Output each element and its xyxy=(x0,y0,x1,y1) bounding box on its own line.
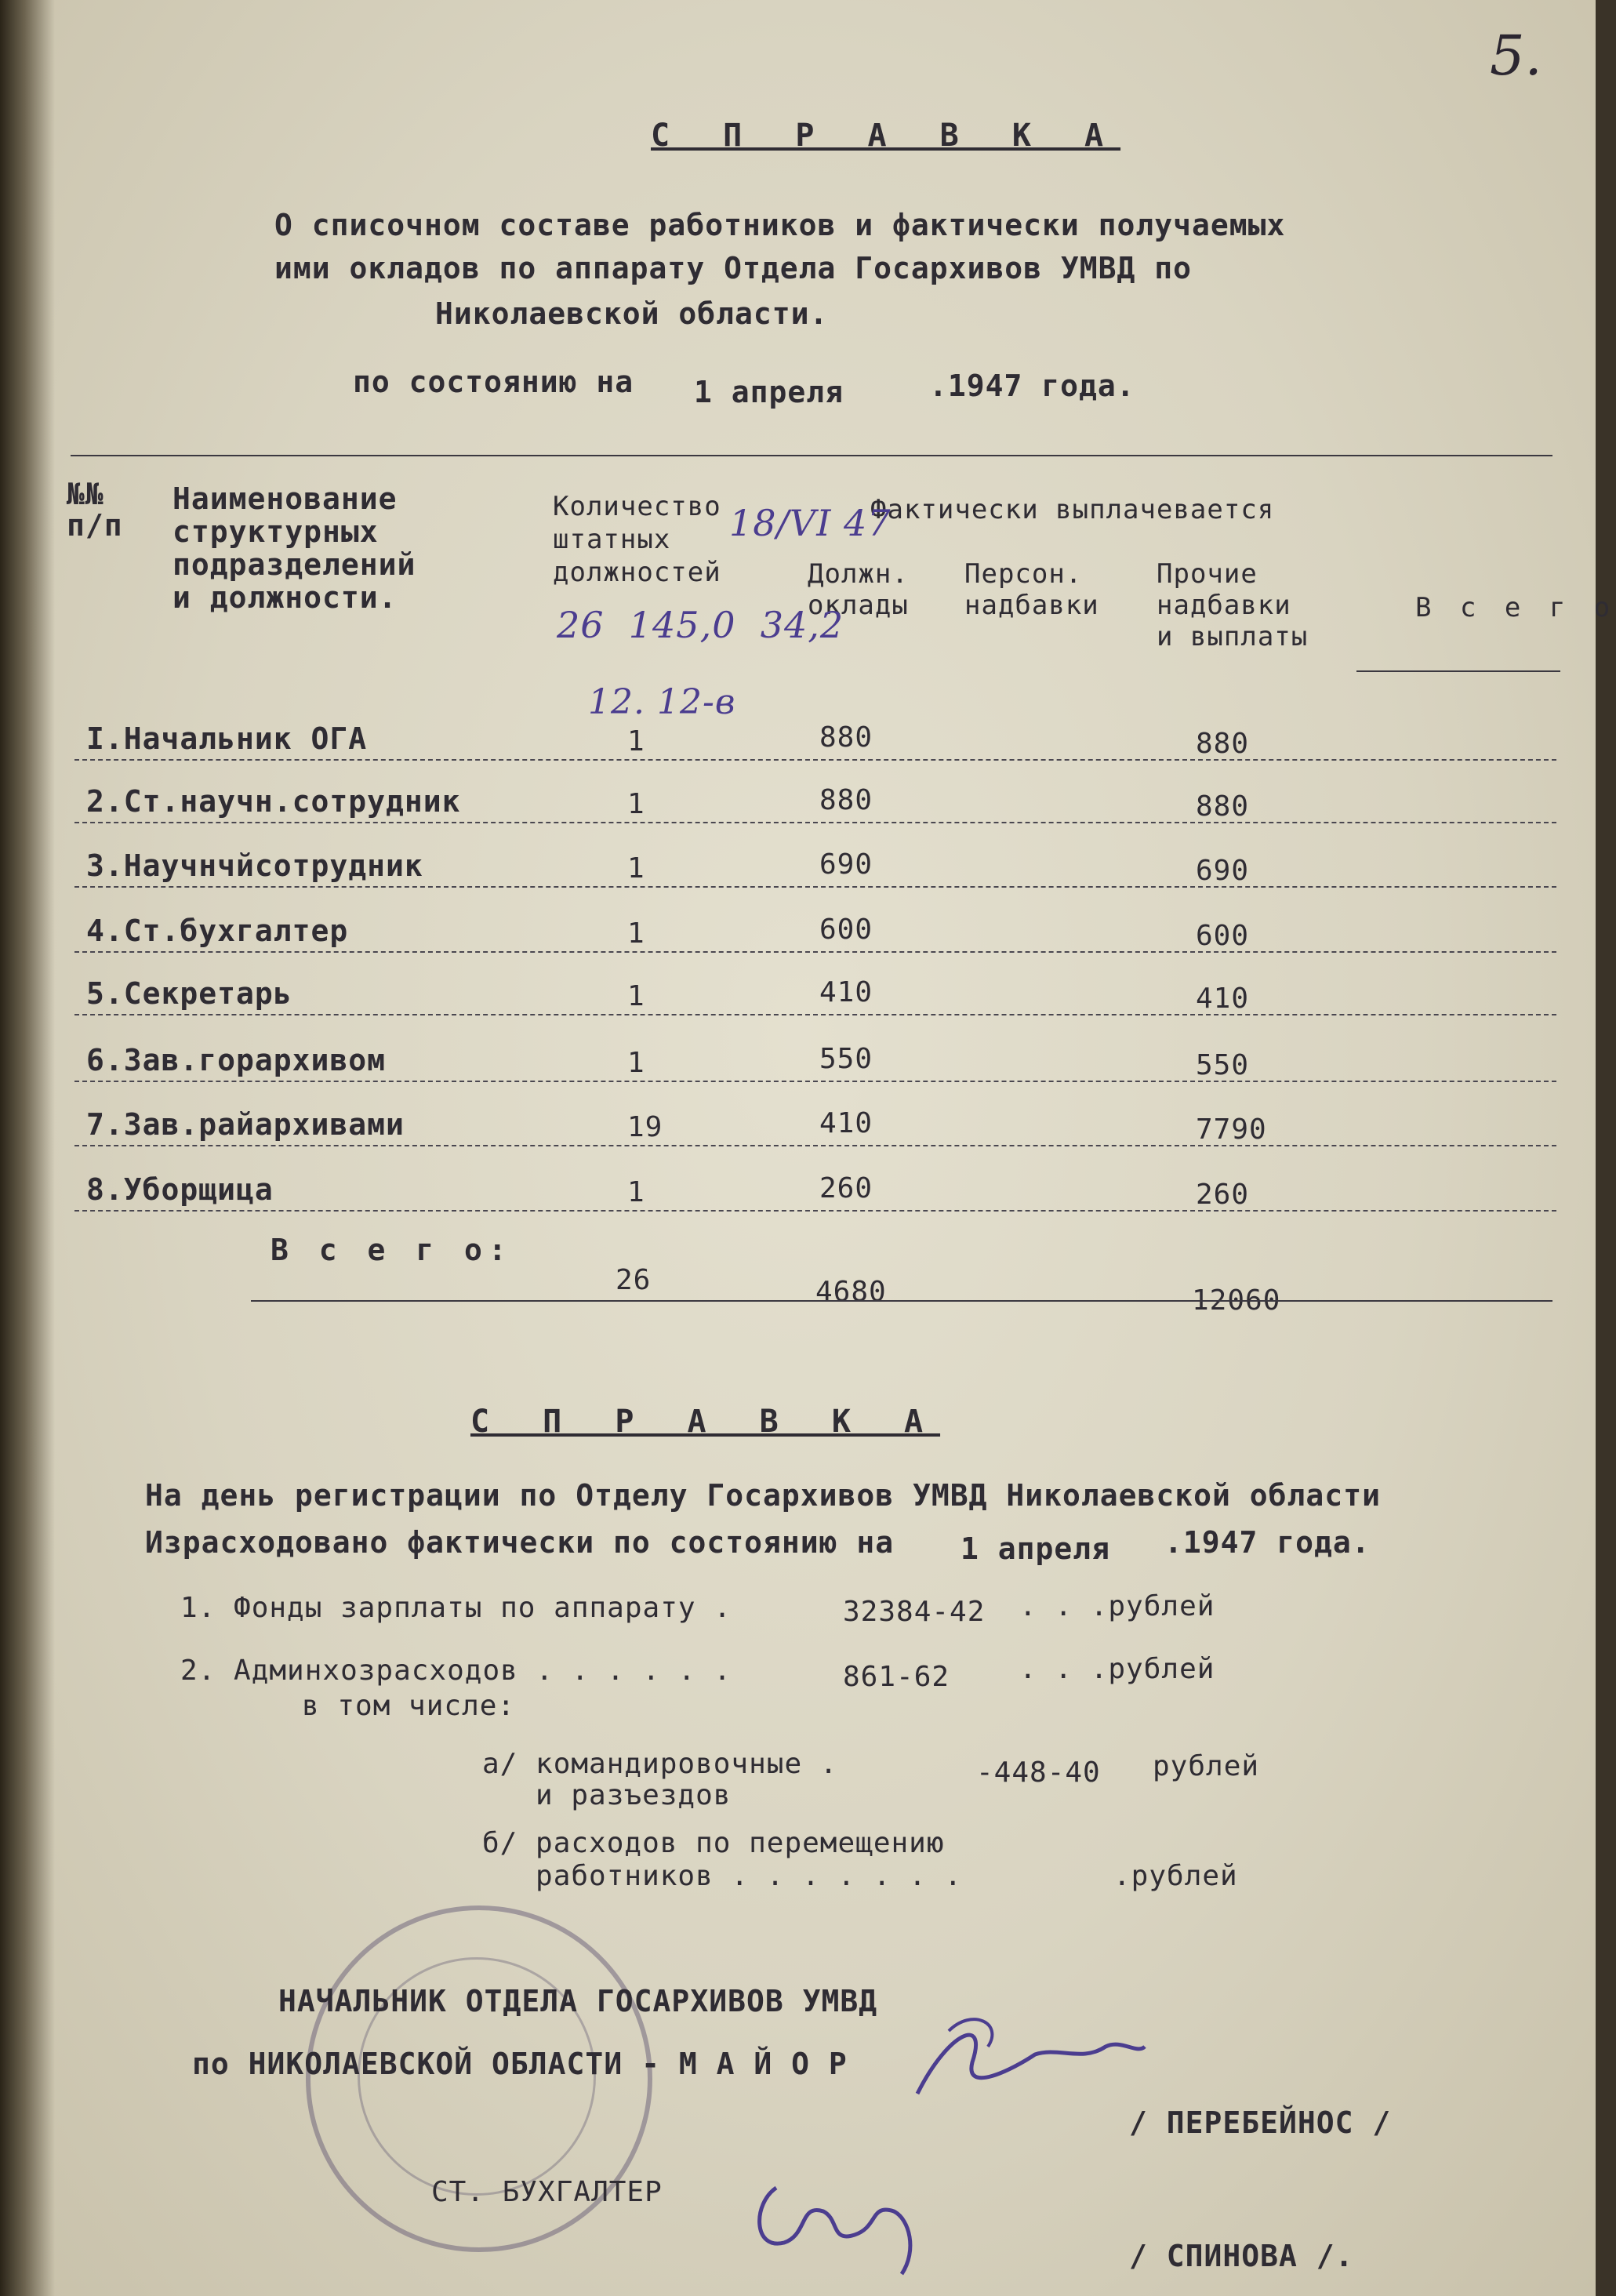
item-1-value: 32384-42 xyxy=(843,1596,986,1628)
section2-line-2: Израсходовано фактически по состоянию на xyxy=(145,1525,895,1560)
row-count: 1 xyxy=(627,725,645,757)
item-a-value: -448-40 xyxy=(976,1757,1101,1789)
item-b-unit: .рублей xyxy=(1113,1860,1238,1892)
row-name: 6.Зав.горархивом xyxy=(86,1043,387,1077)
item-1-unit: . . .рублей xyxy=(1019,1590,1215,1622)
row-total: 600 xyxy=(1196,920,1250,952)
chief-name: / ПЕРЕБЕЙНОС / xyxy=(1129,2105,1392,2140)
header-other: Прочие надбавки и выплаты xyxy=(1157,558,1309,652)
row-name: 7.Зав.райархивами xyxy=(86,1107,405,1142)
row-rule xyxy=(74,1081,1556,1082)
header-personal: Персон. надбавки xyxy=(964,558,1099,621)
item-b-label: б/ расходов по перемещению работников . . . . . . . xyxy=(482,1827,963,1892)
item-a-label: а/ командировочные . и разъездов xyxy=(482,1748,838,1811)
row-total: 410 xyxy=(1196,983,1250,1015)
row-total: 690 xyxy=(1196,855,1250,887)
chief-title-line-1: НАЧАЛЬНИК ОТДЕЛА ГОСАРХИВОВ УМВД xyxy=(278,1984,878,2018)
row-name: 3.Научнчйсотрудник xyxy=(86,848,423,883)
row-total: 7790 xyxy=(1196,1113,1267,1146)
row-total: 260 xyxy=(1196,1179,1250,1211)
row-salary: 410 xyxy=(819,976,873,1008)
as-of-year: .1947 года. xyxy=(929,369,1135,403)
row-name: I.Начальник ОГА xyxy=(86,721,368,756)
item-including: в том числе: xyxy=(302,1690,516,1722)
row-salary: 690 xyxy=(819,848,873,881)
as-of-date: 1 апреля xyxy=(694,375,844,409)
totals-rule xyxy=(251,1300,1552,1302)
item-2-label: 2. Админхозрасходов . . . . . . xyxy=(180,1655,732,1687)
row-name: 8.Уборщица xyxy=(86,1172,274,1207)
handwritten-line: 12. 12-в xyxy=(588,682,736,722)
row-total: 880 xyxy=(1196,790,1250,823)
accountant-name: / СПИНОВА /. xyxy=(1129,2239,1354,2273)
row-salary: 600 xyxy=(819,914,873,946)
item-1-label: 1. Фонды зарплаты по аппарату . xyxy=(180,1592,732,1624)
item-2-unit: . . .рублей xyxy=(1019,1653,1215,1685)
header-name: Наименование структурных подразделений и должности. xyxy=(172,481,416,615)
row-count: 1 xyxy=(627,917,645,950)
as-of-prefix: по состоянию на xyxy=(353,365,634,399)
section2-line-1: На день регистрации по Отделу Госархивов УМВД Николаевской области xyxy=(145,1478,1381,1513)
row-rule xyxy=(74,759,1556,761)
page-number: 5. xyxy=(1490,24,1542,88)
row-rule xyxy=(74,1014,1556,1015)
row-salary: 550 xyxy=(819,1043,873,1075)
title-main: С П Р А В К А xyxy=(651,118,1121,154)
subtitle-line-1: О списочном составе работников и фактически получаемых xyxy=(274,208,1286,242)
row-rule xyxy=(74,1210,1556,1212)
header-num: №№ п/п xyxy=(67,477,123,543)
row-count: 1 xyxy=(627,1176,645,1208)
chief-title-line-2: по НИКОЛАЕВСКОЙ ОБЛАСТИ - М А Й О Р xyxy=(192,2047,848,2081)
row-salary: 880 xyxy=(819,784,873,816)
section2-date: 1 апреля xyxy=(961,1531,1111,1566)
row-total: 550 xyxy=(1196,1049,1250,1081)
row-count: 1 xyxy=(627,980,645,1012)
accountant-signature xyxy=(745,2141,949,2282)
registration-stamp xyxy=(353,537,823,820)
title-second: С П Р А В К А xyxy=(470,1404,941,1440)
header-count: Количество штатных должностей xyxy=(553,491,721,588)
row-count: 1 xyxy=(627,852,645,885)
row-name: 5.Секретарь xyxy=(86,976,292,1011)
row-name: 4.Ст.бухгалтер xyxy=(86,914,349,948)
row-name: 2.Ст.научн.сотрудник xyxy=(86,784,461,819)
accountant-title: СТ. БУХГАЛТЕР xyxy=(431,2176,663,2208)
page-edge-shadow xyxy=(0,0,55,2296)
totals-total: 12060 xyxy=(1192,1284,1281,1317)
row-rule xyxy=(74,1145,1556,1146)
row-count: 1 xyxy=(627,1047,645,1079)
row-salary: 410 xyxy=(819,1107,873,1139)
totals-label: В с е г о: xyxy=(271,1233,513,1267)
totals-count: 26 xyxy=(616,1264,652,1296)
subtitle-line-3: Николаевской области. xyxy=(435,296,829,331)
row-rule xyxy=(74,822,1556,823)
subtitle-line-2: ими окладов по аппарату Отдела Госархивов УМВД по xyxy=(274,251,1193,285)
item-2-value: 861-62 xyxy=(843,1661,950,1693)
row-count: 19 xyxy=(627,1111,663,1143)
row-salary: 880 xyxy=(819,721,873,754)
item-a-unit: рублей xyxy=(1153,1750,1260,1782)
chief-signature xyxy=(902,2000,1153,2133)
header-total: В с е г о xyxy=(1415,592,1616,623)
header-total-rule xyxy=(1356,670,1560,672)
header-salary: Должн. оклады xyxy=(808,558,909,621)
row-count: 1 xyxy=(627,788,645,820)
handwritten-figures: 26 145,0 34,2 xyxy=(557,604,844,646)
row-rule xyxy=(74,951,1556,953)
row-rule xyxy=(74,886,1556,888)
section2-year: .1947 года. xyxy=(1164,1525,1371,1560)
row-salary: 260 xyxy=(819,1172,873,1204)
table-top-rule xyxy=(71,455,1552,456)
handwritten-date: 18/VI 47 xyxy=(729,502,892,544)
row-total: 880 xyxy=(1196,728,1250,760)
header-paid: Фактически выплачевается xyxy=(870,494,1275,525)
totals-salary: 4680 xyxy=(815,1276,887,1308)
